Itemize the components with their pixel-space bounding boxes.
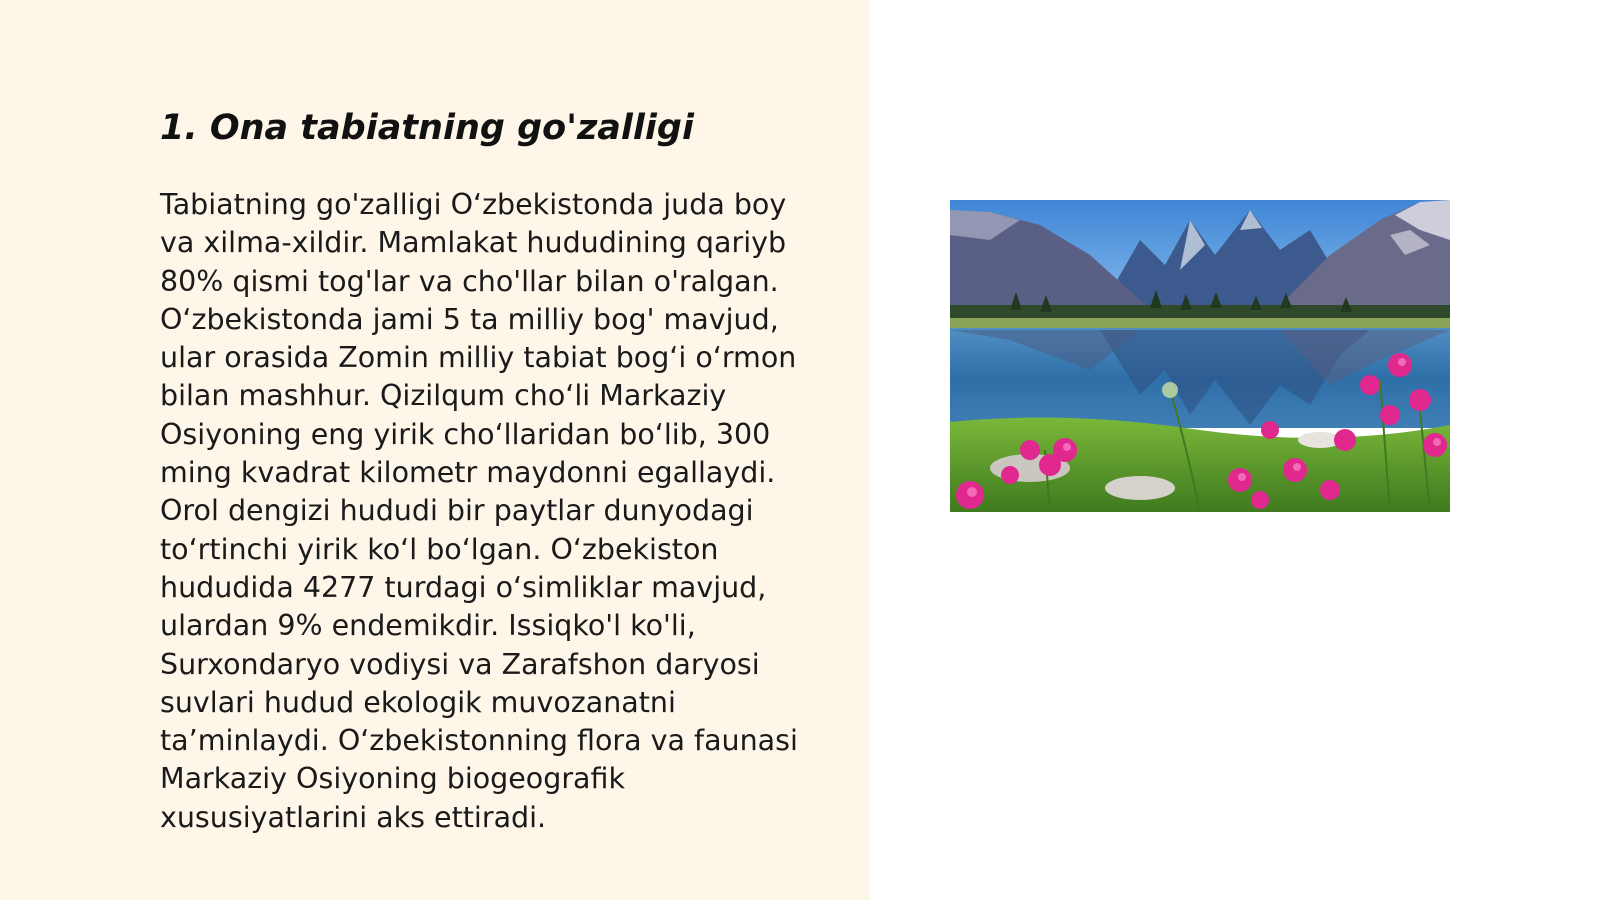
slide-body-text: [160, 186, 830, 837]
body-line: suvlari hudud ekologik muvozanatni: [160, 685, 676, 719]
body-line: to‘rtinchi yirik ko‘l bo‘lgan. O‘zbekiston: [160, 532, 719, 566]
body-line: Orol dengizi hududi bir paytlar dunyodagi: [160, 494, 754, 528]
mountain-lake-illustration: [950, 200, 1450, 512]
body-line: Surxondaryo vodiysi va Zarafshon daryosi: [160, 647, 760, 681]
body-line: Tabiatning go'zalligi O‘zbekistonda juda boy: [160, 188, 787, 221]
body-line: Osiyoning eng yirik cho‘llaridan bo‘lib, 300: [160, 417, 771, 451]
body-line: ta’minlaydi. O‘zbekistonning flora va faunasi: [160, 724, 798, 758]
body-line: bilan mashhur. Qizilqum cho‘li Markaziy: [160, 379, 727, 413]
body-line: ulardan 9% endemikdir. Issiqko'l ko'li,: [160, 609, 696, 643]
body-line: ular orasida Zomin milliy tabiat bog‘i o‘rmon: [160, 341, 797, 375]
body-line: va xilma-xildir. Mamlakat hududining qariyb: [160, 226, 787, 260]
body-line: Markaziy Osiyoning biogeografik: [160, 762, 625, 796]
slide-title: 1. Ona tabiatning go'zalligi: [160, 108, 694, 148]
body-line: O‘zbekistonda jami 5 ta milliy bog' mavjud,: [160, 302, 779, 336]
body-line: 80% qismi tog'lar va cho'llar bilan o'ralgan.: [160, 264, 779, 298]
body-line: xususiyatlarini aks ettiradi.: [160, 800, 547, 834]
body-line: ming kvadrat kilometr maydonni egallaydi.: [160, 456, 776, 490]
mountain-lake-photo: [950, 200, 1450, 512]
body-line: hududida 4277 turdagi o‘simliklar mavjud,: [160, 570, 767, 604]
